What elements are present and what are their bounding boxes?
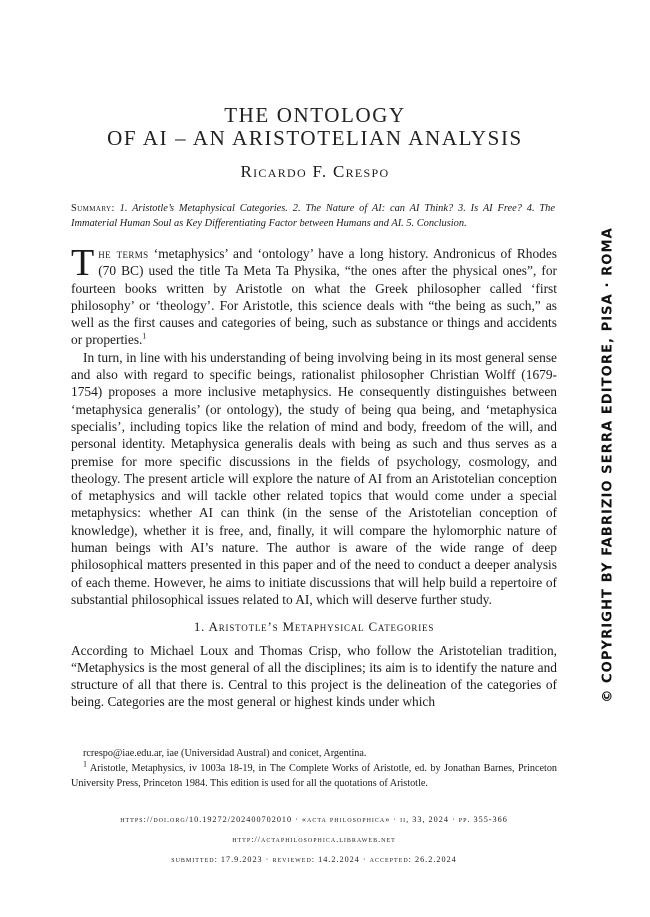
drop-cap: T [71, 242, 95, 284]
copyright-sidebar [600, 227, 616, 703]
url-line[interactable]: http://actaphilosophica.libraweb.net [232, 835, 396, 844]
paragraph-1: ‘metaphysics’ and ‘ontology’ have a long history. Andronicus of Rhodes (70 BC) used the title Ta Meta Ta Physika, “the ones after the physical ones”, for fourteen books written by Aristotle on what the Greek philosopher called ‘first philosophy’ or ‘theology’. For Aristotle, this science deals with “the being as such,” as well as the first causes and categories of being, such as substance or things and accidents or properties. [71, 246, 557, 348]
summary [71, 201, 555, 231]
summary-label: Summary: [71, 203, 115, 214]
lead-in: he terms [98, 246, 149, 261]
publication-info [71, 810, 557, 870]
author-contact: rcrespo@iae.edu.ar, iae (Universidad Austral) and conicet, Argentina. [83, 748, 367, 759]
article-body [71, 242, 557, 711]
paragraph-3: According to Michael Loux and Thomas Crisp, who follow the Aristotelian tradition, “Metaphysics is the most general of all the disciplines; its aim is to identify the nature and structure of all that there is. Central to this project is the delineation of the categories of being. Categories are the most general or highest kinds under which [71, 642, 557, 710]
summary-text: 1. Aristotle’s Metaphysical Categories. 2. The Nature of AI: can AI Think? 3. Is AI Free? 4. The Immaterial Human Soul as Key Differentiating Factor between Humans and AI. 5. Conclusion. [71, 203, 555, 229]
dates-line: submitted: 17.9.2023 · reviewed: 14.2.2024 · accepted: 26.2.2024 [171, 855, 457, 864]
paragraph-2: In turn, in line with his understanding of being involving being in its most general sense and also with regard to specific beings, rationalist philosopher Christian Wolff (1679-1754) proposes a more inclusive metaphysics. He consequently distinguishes between ‘metaphysica generalis’ (or ontology), the study of being qua being, and ‘metaphysica specialis’, including topics like the relation of mind and body, freedom of the will, and personal identity. Metaphysica generalis deals with being as such and thus serves as a premise for more specific discussions in the fields of psychology, cosmology, and theology. The present article will explore the nature of AI from an Aristotelian conception of metaphysics and will tackle other related topics that would come under a special metaphysics: whether AI can think (in the sense of the Aristotelian conception of knowledge), whether it is free, and, finally, it will compare the hylomorphic nature of human beings with AI’s nature. The author is aware of the wide range of deep philosophical matters presented in this paper and of the need to conduct a deeper analysis of each theme. However, he aims to initiate discussions that will help build a repertoire of substantial philosophical issues related to AI, which will deserve further study. [71, 349, 557, 607]
footnotes [71, 746, 557, 791]
doi-line[interactable]: https://doi.org/10.19272/202400702010 · «acta philosophica» · ii, 33, 2024 · pp. 355-366 [120, 815, 508, 824]
section-heading: 1. Aristotle’s Metaphysical Categories [193, 619, 435, 635]
footnote-number: 1 [83, 759, 87, 769]
author-name: Ricardo F. Crespo [240, 162, 390, 181]
title-line-2: OF AI – AN ARISTOTELIAN ANALYSIS [107, 126, 523, 150]
footnote-1: Aristotle, Metaphysics, iv 1003a 18-19, in The Complete Works of Aristotle, ed. by Jonathan Barnes, Princeton University Press, Princeton 1984. This edition is used for all the quotations of Aristotle. [71, 763, 558, 789]
copyright-text: © COPYRIGHT BY FABRIZIO SERRA EDITORE, PISA · ROMA [600, 227, 616, 703]
title-line-1: THE ONTOLOGY [224, 103, 406, 127]
footnote-ref-1[interactable]: 1 [142, 332, 147, 342]
